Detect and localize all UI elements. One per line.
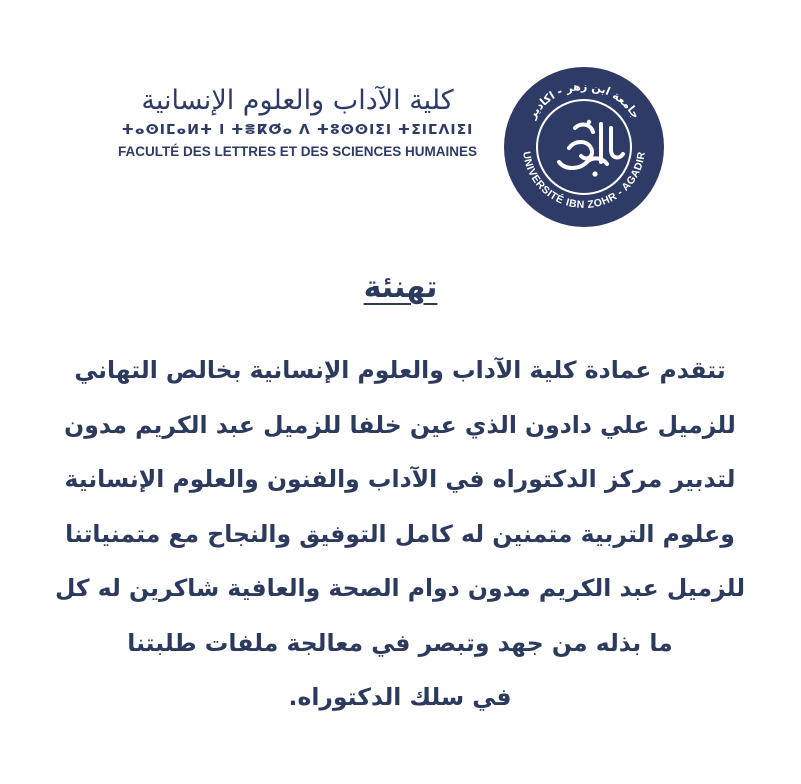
seal-arabic-arc-text: جامعة ابن زهر - اكادير (525, 79, 643, 122)
announcement-title (0, 268, 801, 308)
announcement-line: في سلك الدكتوراه. (288, 683, 512, 711)
announcement-line: وعلوم التربية متمنين له كامل التوفيق والنجاح مع متمنياتنا (65, 519, 735, 548)
announcement-line: ما بذله من جهد وتبصر في معالجة ملفات طلبتنا (127, 628, 673, 657)
faculty-name-french: FACULTÉ DES LETTRES ET DES SCIENCES HUMAINES (117, 144, 478, 159)
faculty-header (100, 84, 495, 161)
announcement-line: للزميل علي دادون الذي عين خلفا للزميل عبد الكريم مدون (64, 410, 736, 439)
university-seal-logo (503, 66, 665, 228)
announcement-line: لتدبير مركز الدكتوراه في الآداب والفنون والعلوم الإنسانية (64, 465, 736, 493)
announcement-line: تتقدم عمادة كلية الآداب والعلوم الإنسانية بخالص التهاني (74, 356, 726, 384)
faculty-name-arabic: كلية الآداب والعلوم الإنسانية (141, 85, 454, 116)
announcement-body (40, 343, 760, 725)
seal-french-arc-text: UNIVERSITÉ IBN ZOHR - AGADIR (520, 150, 648, 212)
faculty-name-tifinagh: ⵜⴰⵙⵏⵎⴰⵍⵜ ⵏ ⵜⴻⴽⵚⴰ ⴷ ⵜⵓⵙⵙⵏⵉⵏ ⵜⵉⵏⵎⴷⵏⵉⵏ (121, 122, 474, 138)
announcement-title-text: تهنئة (363, 270, 438, 305)
announcement-line: للزميل عبد الكريم مدون دوام الصحة والعافية شاكرين له كل (54, 574, 746, 602)
